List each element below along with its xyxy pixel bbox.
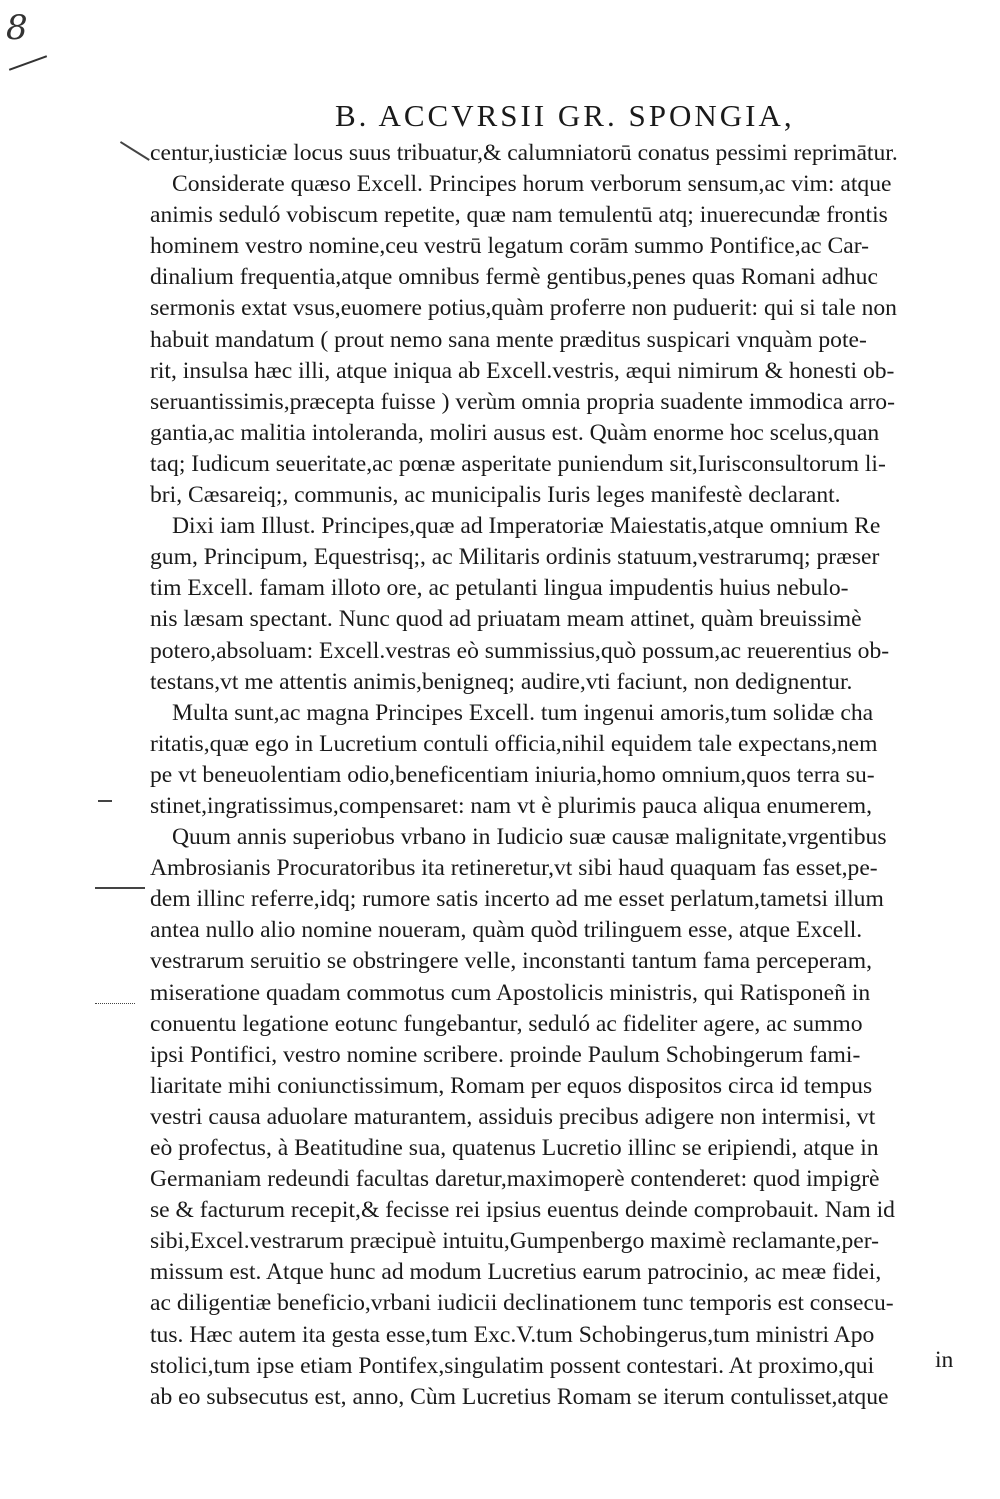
margin-mark [120,141,150,160]
text-line: ipsi Pontifici, vestro nomine scribere. proinde Paulum Schobingerum fami- [150,1041,861,1068]
text-line: stinet,ingratissimus,compensaret: nam vt è plurimis pauca aliqua enumerem, [150,792,873,819]
text-line: vestrarum seruitio se obstringere velle, inconstanti tantum fama perceperam, [150,948,872,975]
text-line: gantia,ac malitia intoleranda, moliri ausus est. Quàm enorme hoc scelus,quan [150,419,880,446]
body-text [150,138,980,1413]
text-line: pe vt beneuolentiam odio,beneficentiam iniuria,homo omnium,quos terra su- [150,761,875,788]
text-line: bri, Cæsareiq;, communis, ac municipalis Iuris leges manifestè declarant. [150,482,841,509]
text-line: hominem vestro nomine,ceu vestrū legatum corām summo Pontifice,ac Car- [150,233,869,260]
text-line: sibi,Excel.vestrarum præcipuè intuitu,Gumpenbergo maximè reclamante,per- [150,1228,879,1255]
text-line: nis læsam spectant. Nunc quod ad priuatam meam attinet, quàm breuissimè [150,606,862,633]
text-line: dinalium frequentia,atque omnibus fermè gentibus,penes quas Romani adhuc [150,264,878,291]
text-line: habuit mandatum ( prout nemo sana mente præditus suspicari vnquàm pote- [150,326,867,353]
folio-number: 8 [6,8,28,48]
text-line: dem illinc referre,idq; rumore satis incerto ad me esset perlatum,tametsi illum [150,886,884,913]
paragraph-start-line: Quum annis superiobus vrbano in Iudicio suæ causæ malignitate,vrgentibus [172,824,887,851]
text-line: ritatis,quæ ego in Lucretium contuli officia,nihil equidem tale expectans,nem [150,730,878,757]
text-line: sermonis extat vsus,euomere potius,quàm proferre non puduerit: qui si tale non [150,295,897,322]
text-line: rit, insulsa hæc illi, atque iniqua ab Excell.vestris, æqui nimirum & honesti ob- [150,357,895,384]
text-line: antea nullo alio nomine noueram, quàm quòd trilinguem esse, atque Excell. [150,917,863,944]
catchword: in [935,1347,954,1373]
text-line: tus. Hæc autem ita gesta esse,tum Exc.V.tum Schobingerus,tum ministri Apo [150,1321,875,1348]
text-line: taq; Iudicum seueritate,ac pœnæ asperitate puniendum sit,Iurisconsultorum li- [150,450,886,477]
text-line: miseratione quadam commotus cum Apostolicis ministris, qui Ratisponeñ in [150,979,871,1006]
text-line: conuentu legatione eotunc fungebantur, seduló ac fideliter agere, ac summo [150,1010,863,1037]
text-line: eò profectus, à Beatitudine sua, quatenus Lucretio illinc se eripiendi, atque in [150,1135,879,1161]
text-line: stolici,tum ipse etiam Pontifex,singulatim possent contestari. At proximo,qui [150,1352,875,1379]
margin-mark [95,1003,135,1006]
text-line: se & facturum recepit,& fecisse rei ipsius euentus deinde comprobauit. Nam id [150,1197,895,1224]
running-head: B. ACCVRSII GR. SPONGIA, [335,98,795,133]
text-line: tim Excell. famam illoto ore, ac petulanti lingua impudentis huius nebulo- [150,575,849,602]
margin-mark [95,887,145,889]
text-line: ac diligentiæ beneficio,vrbani iudicii declinationem tunc temporis est consecu- [150,1290,894,1317]
text-line: ab eo subsecutus est, anno, Cùm Lucretius Romam se iterum contulisset,atque [150,1383,889,1410]
text-line: animis seduló vobiscum repetite, quæ nam temulentū atq; inuerecundæ frontis [150,202,888,229]
text-line: vestri causa aduolare maturantem, assiduis precibus adigere non intermisi, vt [150,1103,876,1130]
paragraph-start-line: Dixi iam Illust. Principes,quæ ad Imperatoriæ Maiestatis,atque omnium Re [172,513,881,540]
text-line: Ambrosianis Procuratoribus ita retineretur,vt sibi haud quaquam fas esset,pe- [150,855,878,882]
paragraph-start-line: Multa sunt,ac magna Principes Excell. tum ingenui amoris,tum solidæ cha [172,699,874,726]
text-line: missum est. Atque hunc ad modum Lucretius earum patrocinio, ac meæ fidei, [150,1259,882,1286]
paragraph-start-line: Considerate quæso Excell. Principes horum verborum sensum,ac vim: atque [172,171,892,198]
text-line: potero,absoluam: Excell.vestras eò summissius,quò possum,ac reuerentius ob- [150,637,890,664]
text-line: Germaniam redeundi facultas daretur,maximoperè contenderet: quod impigrè [150,1166,880,1193]
text-line: testans,vt me attentis animis,benigneq; audire,vti faciunt, non dedignentur. [150,668,853,695]
text-line: seruantissimis,præcepta fuisse ) verùm omnia propria suadente immodica arro- [150,388,895,415]
text-line: gum, Principum, Equestrisq;, ac Militaris ordinis statuum,vestrarumq; præser [150,544,880,571]
text-line: centur,iusticiæ locus suus tribuatur,& calumniatorū conatus pessimi reprimātur. [150,140,898,166]
margin-mark [98,800,112,802]
folio-underline [9,55,47,71]
text-line: liaritate mihi coniunctissimum, Romam per equos dispositos circa id tempus [150,1072,873,1099]
